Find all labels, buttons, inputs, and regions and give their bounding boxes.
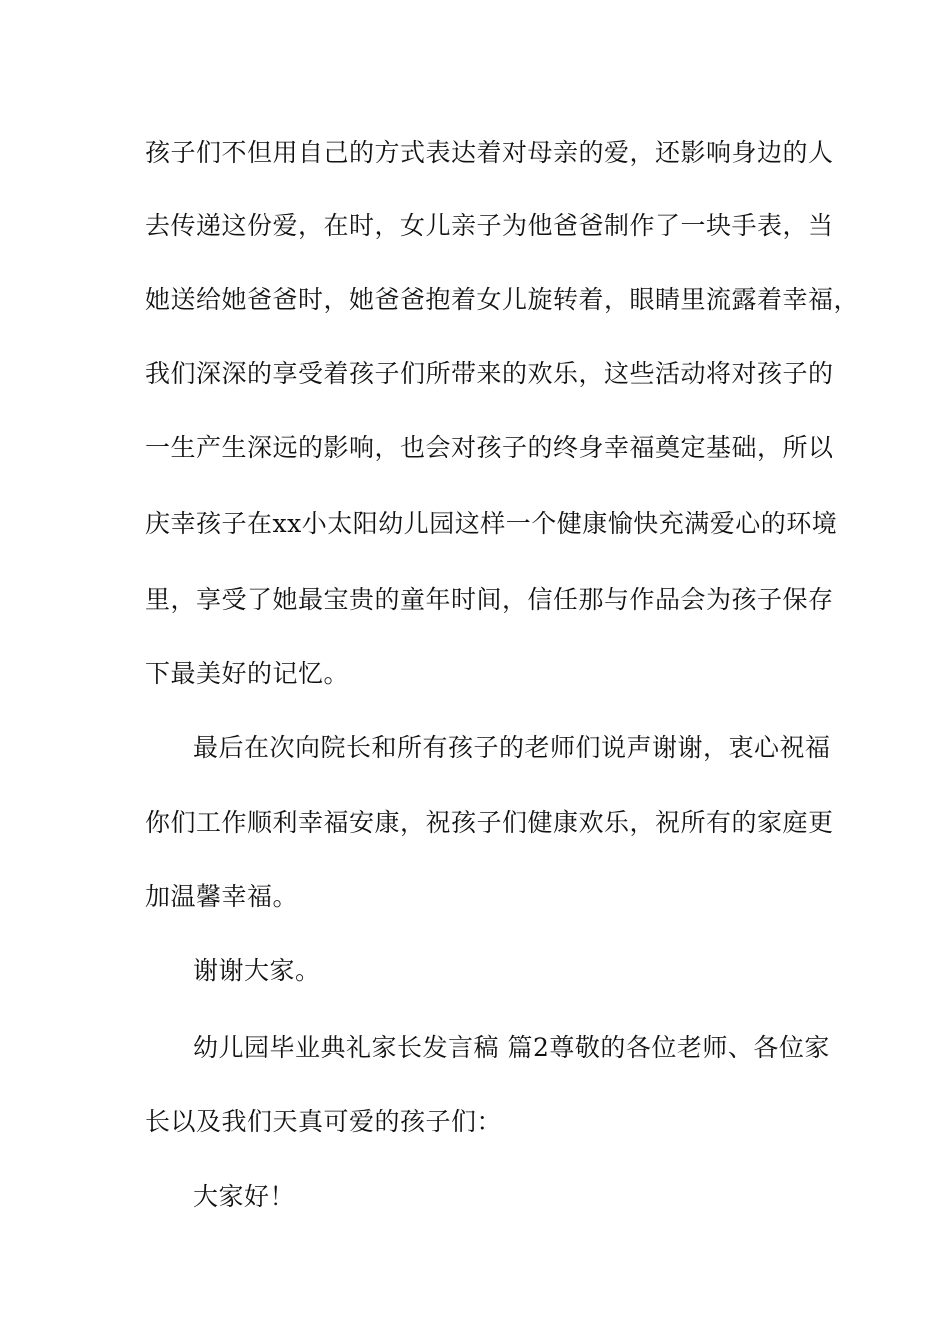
section-heading-line-2: 长以及我们天真可爱的孩子们：	[145, 1107, 503, 1136]
closing-paragraph-line-3: 加温馨幸福。	[145, 882, 299, 911]
closing-paragraph-line-1: 最后在次向院长和所有孩子的老师们说声谢谢，衷心祝福	[193, 733, 831, 762]
paragraph-line-4: 我们深深的享受着孩子们所带来的欢乐，这些活动将对孩子的	[145, 359, 834, 388]
paragraph-line-1: 孩子们不但用自己的方式表达着对母亲的爱，还影响身边的人	[145, 138, 834, 167]
closing-paragraph-line-2: 你们工作顺利幸福安康，祝孩子们健康欢乐，祝所有的家庭更	[145, 808, 834, 837]
paragraph-line-7: 里，享受了她最宝贵的童年时间，信任那与作品会为孩子保存	[145, 585, 834, 614]
section-heading-line-1: 幼儿园毕业典礼家长发言稿 篇2尊敬的各位老师、各位家	[193, 1033, 830, 1062]
thanks-line: 谢谢大家。	[193, 956, 321, 985]
greeting-line: 大家好！	[193, 1182, 296, 1211]
paragraph-line-8: 下最美好的记忆。	[145, 659, 350, 688]
paragraph-line-2: 去传递这份爱，在时，女儿亲子为他爸爸制作了一块手表，当	[145, 211, 834, 240]
paragraph-line-5: 一生产生深远的影响，也会对孩子的终身幸福奠定基础，所以	[145, 433, 834, 462]
paragraph-line-3: 她送给她爸爸时，她爸爸抱着女儿旋转着，眼睛里流露着幸福，	[145, 285, 860, 314]
paragraph-line-6: 庆幸孩子在xx小太阳幼儿园这样一个健康愉快充满爱心的环境	[145, 509, 838, 538]
